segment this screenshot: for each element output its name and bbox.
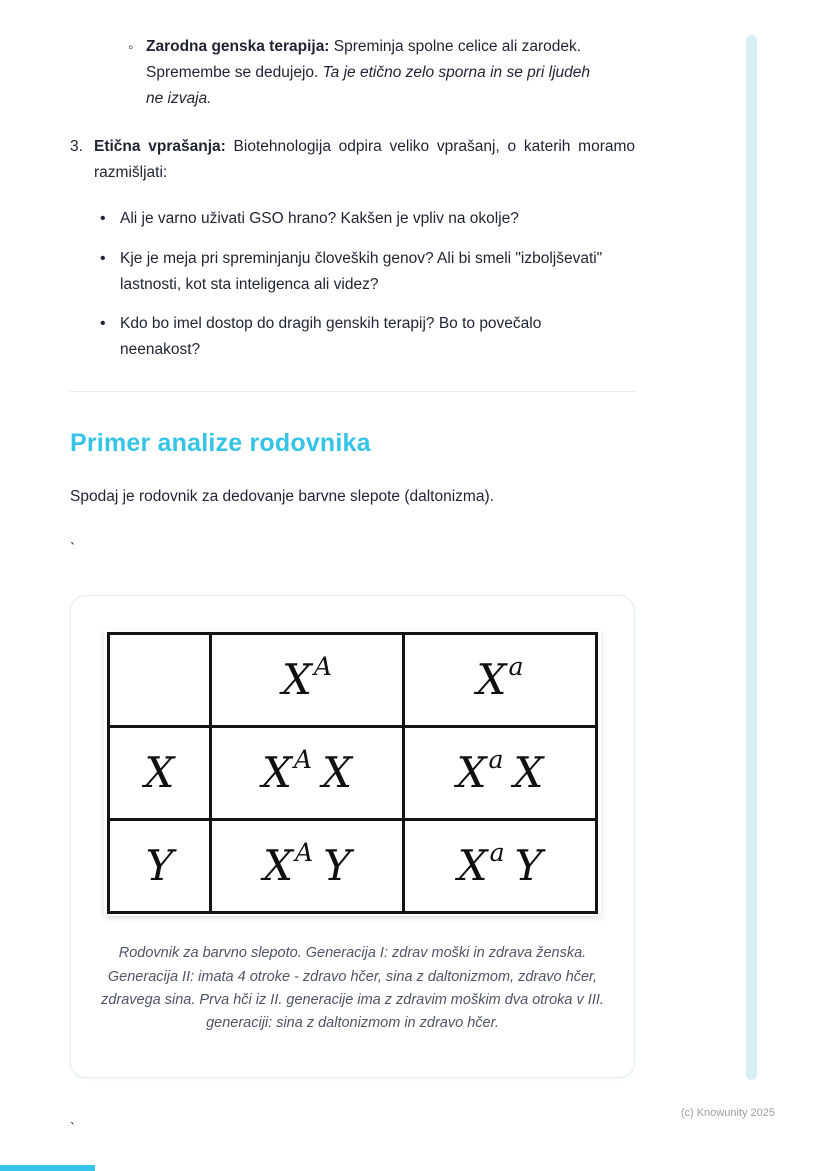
sub-bullet-normal: Spreminja spolne celice ali zarodek. Spremembe se dedujejo.: [146, 38, 582, 82]
bullet-list: [70, 206, 635, 363]
dot-bullet-icon: •: [100, 250, 106, 268]
figure-caption: Rodovnik za barvno slepoto. Generacija I: zdrav moški in zdrava ženska. Generacija II: imata 4 otroke - zdravo hčer, sina z daltonizmom, zdravo hčer, zdravega sina. Prva hči iz II. generacije ima z zdravim moškim dva otroka v III. generaciji: sina z daltonizmom in zdravo hčer.: [101, 945, 604, 1031]
punnett-cell: $X^A$ Y: [211, 820, 404, 913]
punnett-cell: [109, 634, 211, 727]
punnett-cell: $X^A$ X: [211, 727, 404, 820]
footer-copyright: (c) Knowunity 2025: [680, 1107, 775, 1119]
list-number: 3.: [70, 138, 83, 156]
section-intro: Spodaj je rodovnik za dedovanje barvne slepote (daltonizma).: [70, 488, 494, 506]
backtick-top: `: [70, 540, 75, 558]
punnett-square-figure: [104, 630, 601, 916]
backtick-bottom: `: [70, 1120, 75, 1138]
list-item: [100, 311, 610, 363]
punnett-cell: X: [109, 727, 211, 820]
numbered-item-text: [94, 134, 635, 186]
punnett-square-table: [107, 632, 598, 914]
sub-bullet-bold: Zarodna genska terapija:: [146, 38, 330, 55]
list-item: [100, 246, 610, 298]
numbered-item-bold: Etična vprašanja:: [94, 138, 226, 156]
progress-bar: [0, 1165, 95, 1171]
numbered-list-item: [70, 134, 635, 186]
sub-list-item: [128, 34, 598, 112]
punnett-cell: $X^a$: [404, 634, 597, 727]
section-heading: Primer analize rodovnika: [70, 429, 371, 458]
bullet-text: Kdo bo imel dostop do dragih genskih terapij? Bo to povečalo neenakost?: [120, 315, 542, 359]
section-divider: [70, 391, 635, 392]
sub-bullet-italic: Ta je etično zelo sporna in se pri ljudeh ne izvaja.: [146, 64, 591, 108]
punnett-cell: $X^a$ X: [404, 727, 597, 820]
scroll-indicator-stripe: [746, 35, 757, 1080]
page-content: [70, 34, 635, 1141]
dot-bullet-icon: •: [100, 315, 106, 333]
circle-bullet-icon: ◦: [128, 39, 134, 56]
punnett-cell: $X^a$ Y: [404, 820, 597, 913]
bullet-text: Kje je meja pri spreminjanju človeških genov? Ali bi smeli "izboljševati" lastnosti, kot sta inteligenca ali videz?: [120, 250, 603, 294]
figure-card: [70, 595, 635, 1078]
punnett-cell: Y: [109, 820, 211, 913]
punnett-cell: $X^A$: [211, 634, 404, 727]
list-item: [100, 206, 610, 233]
bullet-text: Ali je varno uživati GSO hrano? Kakšen je vpliv na okolje?: [120, 210, 519, 228]
dot-bullet-icon: •: [100, 210, 106, 228]
numbered-item-normal: Biotehnologija odpira veliko vprašanj, o katerih moramo razmišljati:: [94, 138, 636, 182]
sub-bullet-text: [146, 34, 598, 112]
